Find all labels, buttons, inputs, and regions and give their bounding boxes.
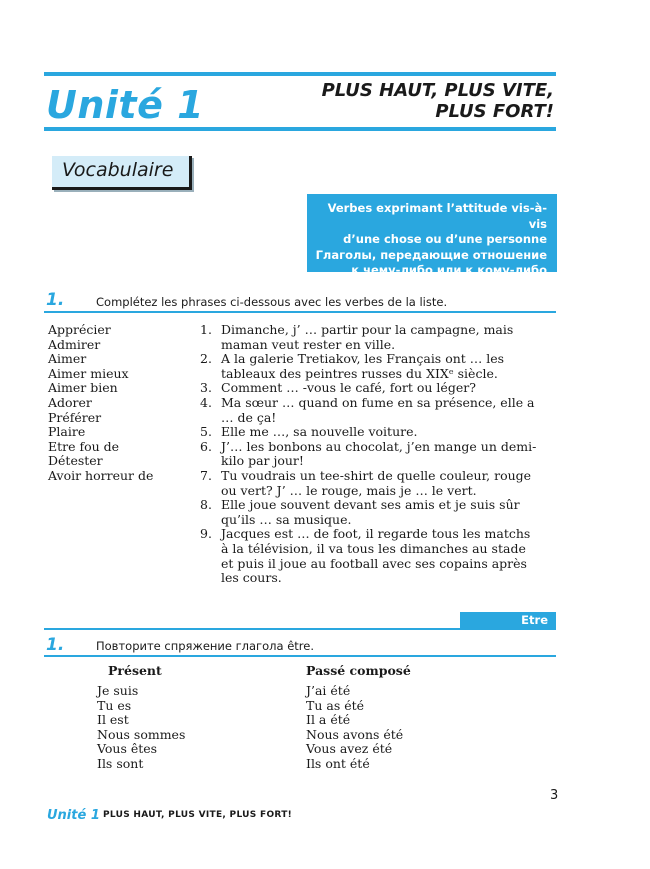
verb-item: Adorer (48, 394, 92, 410)
sentence-number: 2. (200, 351, 212, 367)
info-line: Verbes exprimant l’attitude vis-à-vis (327, 201, 547, 231)
page-number: 3 (550, 788, 559, 803)
conjugation-item: Ils ont été (306, 755, 370, 771)
verb-item: Plaire (48, 424, 86, 440)
sentence-line: kilo par jour! (221, 453, 304, 469)
conjugation-item: Tu es (97, 697, 132, 713)
sentence-item (200, 352, 558, 381)
conjugation-item: Il est (97, 712, 129, 728)
sentence-number: 3. (200, 380, 212, 396)
sentence-item (200, 323, 558, 352)
section-title-box (52, 156, 192, 190)
sentence-number: 8. (200, 497, 212, 513)
sentence-item (200, 425, 558, 440)
sentence-line: Ma sœur … quand on fume en sa présence, elle a (221, 394, 535, 410)
sentence-line: A la galerie Tretiakov, les Français ont … les (221, 351, 505, 367)
sentence-text (221, 425, 558, 440)
sentence-line: Dimanche, j’ … partir pour la campagne, mais (221, 322, 514, 337)
sentence-line: J’… les bonbons au chocolat, j’en mange un demi- (221, 438, 537, 454)
section-title: Vocabulaire (62, 159, 174, 181)
sentence-item (200, 440, 558, 469)
sentence-line: Elle me …, sa nouvelle voiture. (221, 424, 418, 440)
info-line: d’une chose ou d’une personne (343, 232, 547, 246)
sentence-line: … de ça! (221, 409, 277, 425)
sentence-item (200, 527, 558, 585)
sentence-item (200, 396, 558, 425)
conjugation-item: Tu as été (306, 697, 365, 713)
footer-title: PLUS HAUT, PLUS VITE, PLUS FORT! (103, 810, 293, 820)
present-header: Présent (108, 663, 162, 678)
sentence-line: qu’ils … sa musique. (221, 511, 352, 527)
sentence-line: Comment … -vous le café, fort ou léger? (221, 380, 476, 396)
conjugation-item: Vous avez été (306, 741, 393, 757)
verb-item: Préférer (48, 409, 102, 425)
etre-bottom-rule (44, 655, 556, 657)
conjugation-item: Nous sommes (97, 726, 186, 742)
sentence-line: à la télévision, il va tous les dimanches au stade (221, 540, 526, 556)
etre-top-rule (44, 628, 556, 630)
exercise-number: 1. (46, 290, 65, 310)
conjugation-item: Ils sont (97, 755, 144, 771)
sentence-item (200, 469, 558, 498)
sentence-line: ou vert? J’ … le rouge, mais je … le vert. (221, 482, 477, 498)
sentence-line: maman veut rester en ville. (221, 336, 396, 352)
unit-subtitle (254, 80, 554, 122)
sentence-number: 9. (200, 526, 212, 542)
sentence-text (221, 469, 558, 498)
sentence-line: et puis il joue au football avec ses copains après (221, 555, 527, 571)
sentence-text (221, 381, 558, 396)
sentence-text (221, 527, 558, 585)
sentence-text (221, 352, 558, 381)
verb-item: Avoir horreur de (48, 467, 154, 483)
exercise-instruction: Complétez les phrases ci-dessous avec les verbes de la liste. (96, 295, 448, 309)
info-line: к чему-либо или к кому-либо (351, 263, 547, 277)
verb-item: Admirer (48, 336, 101, 352)
verb-item: Aimer mieux (48, 365, 129, 381)
unit-subtitle-line2: PLUS FORT! (435, 101, 554, 122)
header-top-rule (44, 72, 556, 76)
present-list (97, 684, 185, 772)
verb-list (48, 323, 153, 484)
info-line: Глаголы, передающие отношение (315, 247, 547, 262)
conjugation-item: Il a été (306, 712, 351, 728)
verb-item: Etre fou de (48, 438, 120, 454)
sentence-line: les cours. (221, 570, 282, 586)
unit-title: Unité 1 (46, 83, 205, 127)
sentence-line: tableaux des peintres russes du XIXᵉ siècle. (221, 365, 498, 381)
etre-badge: Etre (460, 612, 556, 628)
verb-item: Aimer (48, 351, 87, 367)
passe-compose-list (306, 684, 403, 772)
sentence-line: Tu voudrais un tee-shirt de quelle couleur, rouge (221, 467, 532, 483)
exercise-rule (44, 311, 556, 313)
conjugation-item: Vous êtes (97, 741, 158, 757)
unit-subtitle-line1: PLUS HAUT, PLUS VITE, (321, 80, 554, 101)
exercise-instruction: Повторите спряжение глагола être. (96, 639, 314, 653)
conjugation-item: J’ai été (306, 683, 351, 698)
sentence-number: 6. (200, 438, 212, 454)
conjugation-item: Nous avons été (306, 726, 404, 742)
sentence-item (200, 498, 558, 527)
verb-item: Apprécier (48, 322, 111, 337)
exercise-number: 1. (46, 635, 65, 655)
sentence-text (221, 498, 558, 527)
conjugation-item: Je suis (97, 683, 139, 698)
sentence-item (200, 381, 558, 396)
verb-item: Aimer bien (48, 380, 118, 396)
sentence-text (221, 440, 558, 469)
passe-compose-header: Passé composé (306, 663, 411, 678)
sentence-number: 1. (200, 322, 212, 337)
sentence-number: 7. (200, 467, 212, 483)
topic-info-box (307, 194, 557, 277)
sentence-number: 5. (200, 424, 212, 440)
sentence-text (221, 396, 558, 425)
footer-unit: Unité 1 (47, 808, 100, 823)
sentence-list (200, 323, 558, 586)
header-bottom-rule (44, 127, 556, 131)
verb-item: Détester (48, 453, 103, 469)
sentence-number: 4. (200, 394, 212, 410)
sentence-line: Jacques est … de foot, il regarde tous les matchs (221, 526, 531, 542)
sentence-text (221, 323, 558, 352)
sentence-line: Elle joue souvent devant ses amis et je suis sûr (221, 497, 520, 513)
